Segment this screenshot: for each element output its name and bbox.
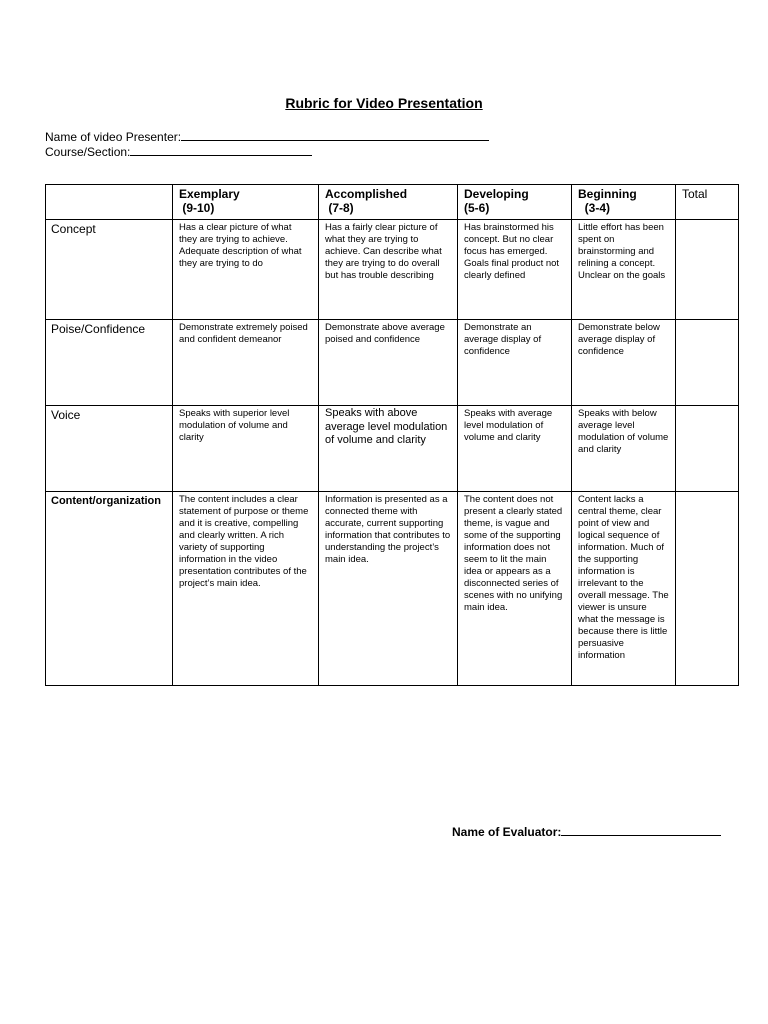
- evaluator-field: [452, 823, 721, 839]
- course-label: Course/Section:: [45, 145, 131, 159]
- presenter-field: [45, 128, 489, 144]
- rubric-cell: Speaks with superior level modulation of volume and clarity: [173, 406, 319, 492]
- rubric-cell: Has a clear picture of what they are trying to achieve. Adequate description of what they are trying to do: [173, 220, 319, 320]
- rubric-cell: Content lacks a central theme, clear point of view and logical sequence of information. Much of the supporting information is irrelevant to the overall message. The viewer is unsure what the message is because there is little persuasive information: [572, 492, 676, 686]
- criterion-voice: Voice: [46, 406, 173, 492]
- rubric-cell: Demonstrate an average display of confidence: [458, 320, 572, 406]
- rubric-table: [45, 184, 739, 686]
- total-cell[interactable]: [676, 406, 739, 492]
- table-row: [46, 320, 739, 406]
- presenter-blank-line[interactable]: [181, 128, 489, 141]
- criterion-poise-confidence: Poise/Confidence: [46, 320, 173, 406]
- header-accomplished: Accomplished (7-8): [319, 185, 458, 220]
- course-blank-line[interactable]: [130, 143, 312, 156]
- total-cell[interactable]: [676, 492, 739, 686]
- table-row: [46, 406, 739, 492]
- evaluator-blank-line[interactable]: [561, 823, 721, 836]
- document-title: Rubric for Video Presentation: [285, 95, 483, 111]
- evaluator-label: Name of Evaluator:: [452, 825, 562, 839]
- rubric-cell: The content includes a clear statement of purpose or theme and it is creative, compelling and clearly written. A rich variety of supporting information in the video presentation contributes of the project’s main idea.: [173, 492, 319, 686]
- criterion-concept: Concept: [46, 220, 173, 320]
- table-row: [46, 492, 739, 686]
- rubric-cell: Demonstrate extremely poised and confident demeanor: [173, 320, 319, 406]
- rubric-cell: Demonstrate above average poised and confidence: [319, 320, 458, 406]
- criterion-content-organization: Content/organization: [46, 492, 173, 686]
- header-beginning: Beginning (3-4): [572, 185, 676, 220]
- header-total: Total: [676, 185, 739, 220]
- header-blank: [46, 185, 173, 220]
- header-exemplary: Exemplary (9-10): [173, 185, 319, 220]
- rubric-cell: Speaks with average level modulation of volume and clarity: [458, 406, 572, 492]
- header-row: [46, 185, 739, 220]
- rubric-cell: Little effort has been spent on brainstorming and relining a concept. Unclear on the goals: [572, 220, 676, 320]
- rubric-cell: Speaks with above average level modulation of volume and clarity: [319, 406, 458, 492]
- rubric-cell: Has brainstormed his concept. But no clear focus has emerged. Goals final product not clearly defined: [458, 220, 572, 320]
- rubric-cell: Information is presented as a connected theme with accurate, current supporting information that contributes to understanding the project’s main idea.: [319, 492, 458, 686]
- rubric-cell: Demonstrate below average display of confidence: [572, 320, 676, 406]
- table-row: [46, 220, 739, 320]
- header-developing: Developing (5-6): [458, 185, 572, 220]
- course-field: [45, 143, 312, 159]
- presenter-label: Name of video Presenter:: [45, 130, 182, 144]
- total-cell[interactable]: [676, 320, 739, 406]
- rubric-cell: The content does not present a clearly stated theme, is vague and some of the supporting information does not seem to lit the main idea or appears as a disconnected series of scenes with no unifying main idea.: [458, 492, 572, 686]
- rubric-cell: Has a fairly clear picture of what they are trying to achieve. Can describe what they are trying to do overall but has trouble describing: [319, 220, 458, 320]
- total-cell[interactable]: [676, 220, 739, 320]
- rubric-cell: Speaks with below average level modulation of volume and clarity: [572, 406, 676, 492]
